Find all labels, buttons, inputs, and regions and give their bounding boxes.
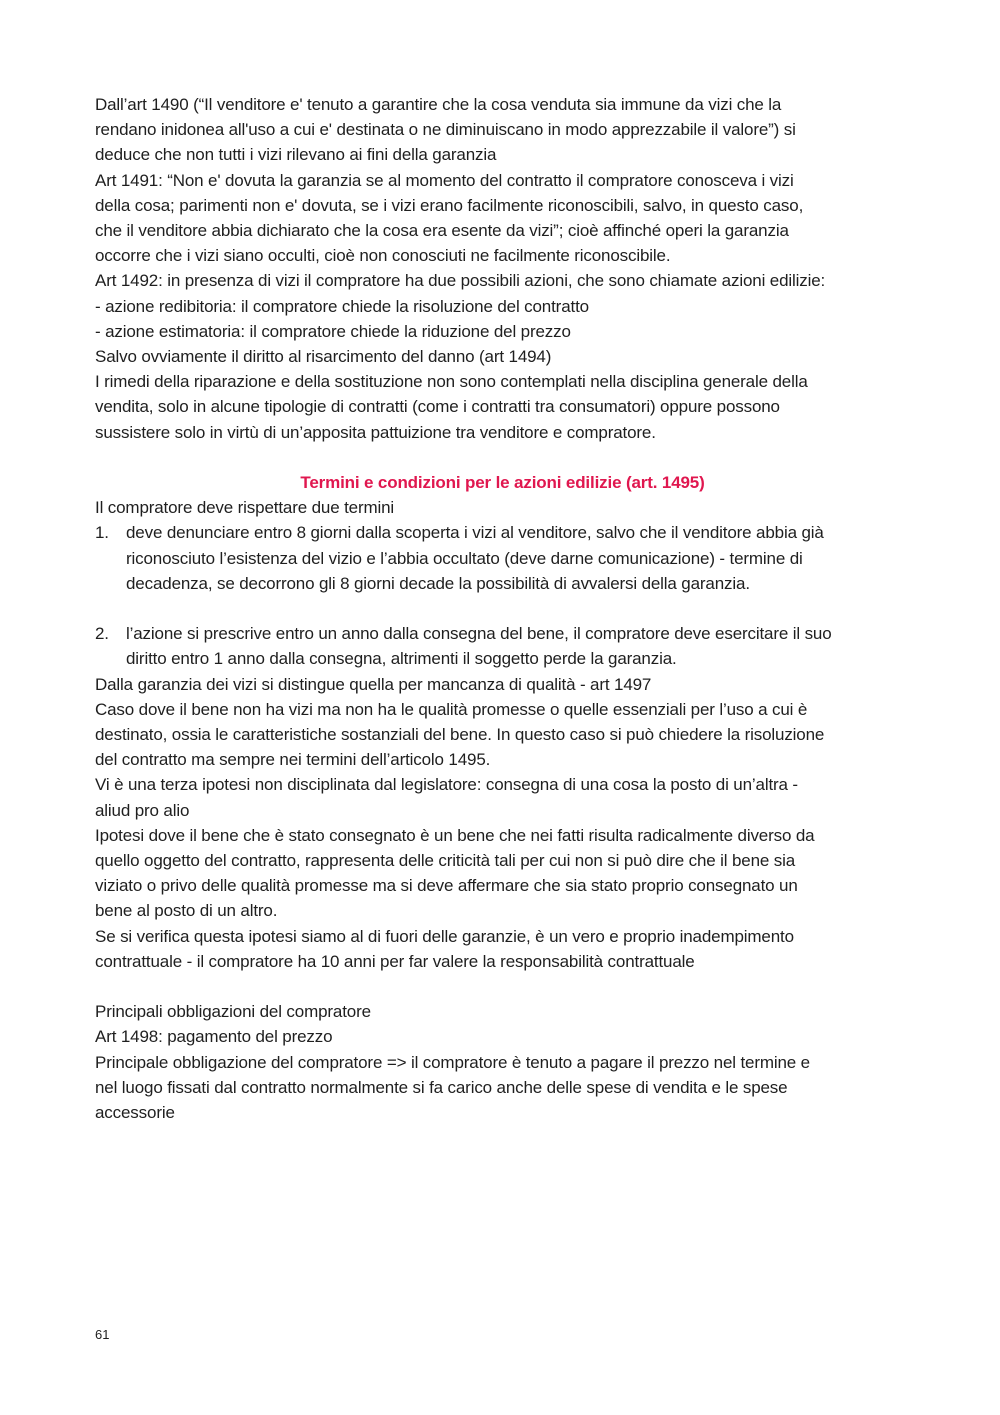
text-line: bene al posto di un altro. [95, 901, 278, 921]
list-item [95, 520, 910, 596]
paragraph-obbligazioni-compratore [95, 999, 910, 1125]
paragraph-vizi-garanzia [95, 92, 910, 445]
text-line: - azione redibitoria: il compratore chiede la risoluzione del contratto [95, 296, 589, 316]
text-line: Dalla garanzia dei vizi si distingue quella per mancanza di qualità - art 1497 [95, 674, 652, 694]
text-line: nel luogo fissati dal contratto normalmente si fa carico anche delle spese di vendita e le spese [95, 1077, 788, 1097]
list-line: diritto entro 1 anno dalla consegna, altrimenti il soggetto perde la garanzia. [126, 649, 677, 669]
list-line: decadenza, se decorrono gli 8 giorni decade la possibilità di avvalersi della garanzia. [126, 573, 750, 593]
text-line: - azione estimatoria: il compratore chiede la riduzione del prezzo [95, 321, 571, 341]
paragraph-qualita-aliud [95, 672, 910, 974]
text-line: Art 1498: pagamento del prezzo [95, 1027, 333, 1047]
page-number: 61 [95, 1327, 110, 1342]
section-heading: Termini e condizioni per le azioni edilizie (art. 1495) [300, 473, 705, 493]
text-line: Principale obbligazione del compratore => il compratore è tenuto a pagare il prezzo nel termine e [95, 1052, 810, 1072]
text-line: Salvo ovviamente il diritto al risarcimento del danno (art 1494) [95, 347, 552, 367]
text-line: Principali obbligazioni del compratore [95, 1002, 371, 1022]
text-line: che il venditore abbia dichiarato che la cosa era esente da vizi”; cioè affinché operi la garanzia [95, 221, 789, 241]
text-line: destinato, ossia le caratteristiche sostanziali del bene. In questo caso si può chiedere la risoluzione [95, 725, 825, 745]
blank-line [95, 596, 910, 621]
list-line: l’azione si prescrive entro un anno dalla consegna del bene, il compratore deve esercitare il suo [126, 624, 832, 644]
text-line: Ipotesi dove il bene che è stato consegnato è un bene che nei fatti risulta radicalmente diverso da [95, 825, 815, 845]
list-line: deve denunciare entro 8 giorni dalla scoperta i vizi al venditore, salvo che il venditore abbia già [126, 523, 824, 543]
text-line: I rimedi della riparazione e della sostituzione non sono contemplati nella disciplina generale della [95, 372, 808, 392]
text-line: Se si verifica questa ipotesi siamo al di fuori delle garanzie, è un vero e proprio inadempimento [95, 926, 794, 946]
text-line: accessorie [95, 1103, 175, 1123]
text-line: del contratto ma sempre nei termini dell’articolo 1495. [95, 750, 491, 770]
text-line: occorre che i vizi siano occulti, cioè non conosciuti ne facilmente riconoscibile. [95, 246, 671, 266]
text-line: Art 1492: in presenza di vizi il compratore ha due possibili azioni, che sono chiamate azioni edilizie: [95, 271, 826, 291]
text-line: della cosa; parimenti non e' dovuta, se i vizi erano facilmente riconoscibili, salvo, in questo caso, [95, 195, 804, 215]
numbered-list [95, 520, 910, 671]
text-line: quello oggetto del contratto, rappresenta delle criticità tali per cui non si può dire che il bene sia [95, 851, 796, 871]
list-item [95, 621, 910, 671]
text-line: rendano inidonea all'uso a cui e' destinata o ne diminuiscano in modo apprezzabile il valore”) si [95, 120, 796, 140]
text-line: vendita, solo in alcune tipologie di contratti (come i contratti tra consumatori) oppure possono [95, 397, 780, 417]
text-line: Art 1491: “Non e' dovuta la garanzia se al momento del contratto il compratore conosceva i vizi [95, 170, 794, 190]
text-line: Vi è una terza ipotesi non disciplinata dal legislatore: consegna di una cosa la posto di un’altra - [95, 775, 798, 795]
text-line: Dall’art 1490 (“Il venditore e' tenuto a garantire che la cosa venduta sia immune da vizi che la [95, 95, 782, 114]
section-intro: Il compratore deve rispettare due termini [95, 498, 395, 518]
page-content [95, 92, 910, 1125]
text-line: contrattuale - il compratore ha 10 anni per far valere la responsabilità contrattuale [95, 951, 695, 971]
blank-line [95, 445, 910, 470]
text-line: viziato o privo delle qualità promesse ma si deve affermare che sia stato proprio consegnato un [95, 876, 798, 896]
text-line: aliud pro alio [95, 800, 190, 820]
text-line: deduce che non tutti i vizi rilevano ai fini della garanzia [95, 145, 497, 165]
list-number: 1. [95, 523, 109, 543]
text-line: sussistere solo in virtù di un’apposita pattuizione tra venditore e compratore. [95, 422, 656, 442]
list-number: 2. [95, 624, 109, 644]
blank-line [95, 974, 910, 999]
list-line: riconosciuto l’esistenza del vizio e l’abbia occultato (deve darne comunicazione) - termine di [126, 548, 803, 568]
text-line: Caso dove il bene non ha vizi ma non ha le qualità promesse o quelle essenziali per l’uso a cui è [95, 699, 808, 719]
